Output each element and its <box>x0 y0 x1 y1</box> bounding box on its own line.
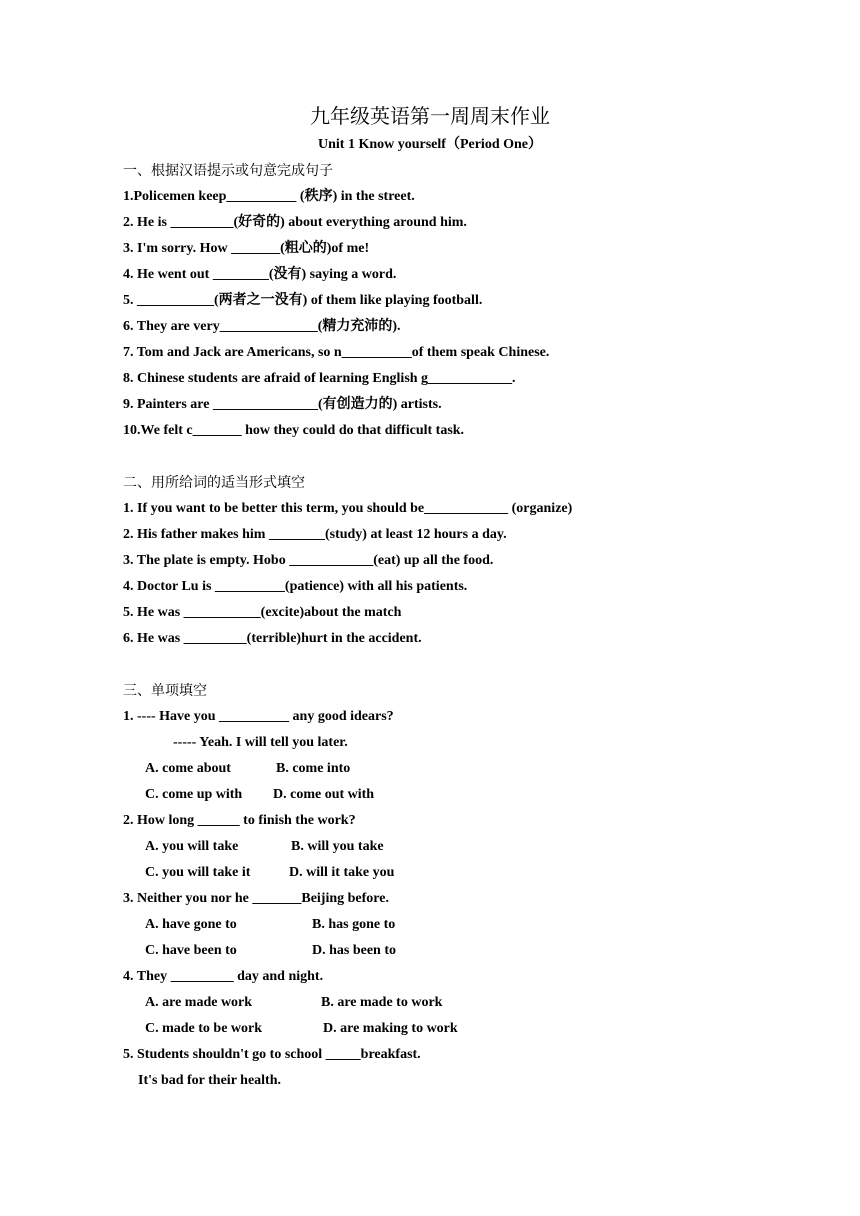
page-title: 九年级英语第一周周末作业 <box>310 104 550 128</box>
s1-item-1: 1.Policemen keep__________ (秩序) in the street. <box>123 189 415 204</box>
s2-item-4: 4. Doctor Lu is __________(patience) with all his patients. <box>123 579 468 594</box>
q2-option-c: C. you will take it <box>145 865 251 880</box>
q5-continuation: It's bad for their health. <box>138 1073 281 1088</box>
s1-item-6: 6. They are very______________(精力充沛的). <box>123 319 401 334</box>
s1-item-4: 4. He went out ________(没有) saying a word. <box>123 267 397 282</box>
s1-item-9: 9. Painters are _______________(有创造力的) artists. <box>123 397 442 412</box>
q2-option-d: D. will it take you <box>289 865 395 880</box>
q3-option-c: C. have been to <box>145 943 237 958</box>
s2-item-2: 2. His father makes him ________(study) at least 12 hours a day. <box>123 527 507 542</box>
s1-item-3: 3. I'm sorry. How _______(粗心的)of me! <box>123 241 370 256</box>
q5-stem: 5. Students shouldn't go to school _____breakfast. <box>123 1047 421 1062</box>
q3-stem: 3. Neither you nor he _______Beijing before. <box>123 891 389 906</box>
q4-stem: 4. They _________ day and night. <box>123 969 324 984</box>
q1-stem: 1. ---- Have you __________ any good idears? <box>123 709 394 724</box>
q1-reply: ----- Yeah. I will tell you later. <box>173 735 348 750</box>
s1-item-7: 7. Tom and Jack are Americans, so n__________of them speak Chinese. <box>123 345 550 360</box>
page-subtitle: Unit 1 Know yourself（Period One） <box>318 137 542 152</box>
s1-item-10: 10.We felt c_______ how they could do that difficult task. <box>123 423 465 438</box>
q3-option-d: D. has been to <box>312 943 397 958</box>
s2-item-5: 5. He was ___________(excite)about the match <box>123 605 402 620</box>
q1-option-d: D. come out with <box>273 787 375 802</box>
section3-heading: 三、单项填空 <box>123 683 207 699</box>
q1-option-c: C. come up with <box>145 787 243 802</box>
q2-stem: 2. How long ______ to finish the work? <box>123 813 356 828</box>
q2-option-b: B. will you take <box>291 839 384 854</box>
q4-option-d: D. are making to work <box>323 1021 458 1036</box>
s1-item-2: 2. He is _________(好奇的) about everything around him. <box>123 215 467 230</box>
q2-option-a: A. you will take <box>145 839 239 854</box>
q4-option-c: C. made to be work <box>145 1021 263 1036</box>
section2-heading: 二、用所给词的适当形式填空 <box>123 475 305 491</box>
q1-option-b: B. come into <box>276 761 351 776</box>
section1-heading: 一、根据汉语提示或句意完成句子 <box>123 163 333 179</box>
s1-item-8: 8. Chinese students are afraid of learning English g____________. <box>123 371 516 386</box>
q3-option-a: A. have gone to <box>145 917 237 932</box>
s2-item-6: 6. He was _________(terrible)hurt in the accident. <box>123 631 422 646</box>
q1-option-a: A. come about <box>145 761 231 776</box>
s2-item-3: 3. The plate is empty. Hobo ____________(eat) up all the food. <box>123 553 494 568</box>
q4-option-b: B. are made to work <box>321 995 443 1010</box>
s1-item-5: 5. ___________(两者之一没有) of them like playing football. <box>123 293 483 308</box>
q3-option-b: B. has gone to <box>312 917 396 932</box>
q4-option-a: A. are made work <box>145 995 253 1010</box>
s2-item-1: 1. If you want to be better this term, you should be____________ (organize) <box>123 501 573 516</box>
